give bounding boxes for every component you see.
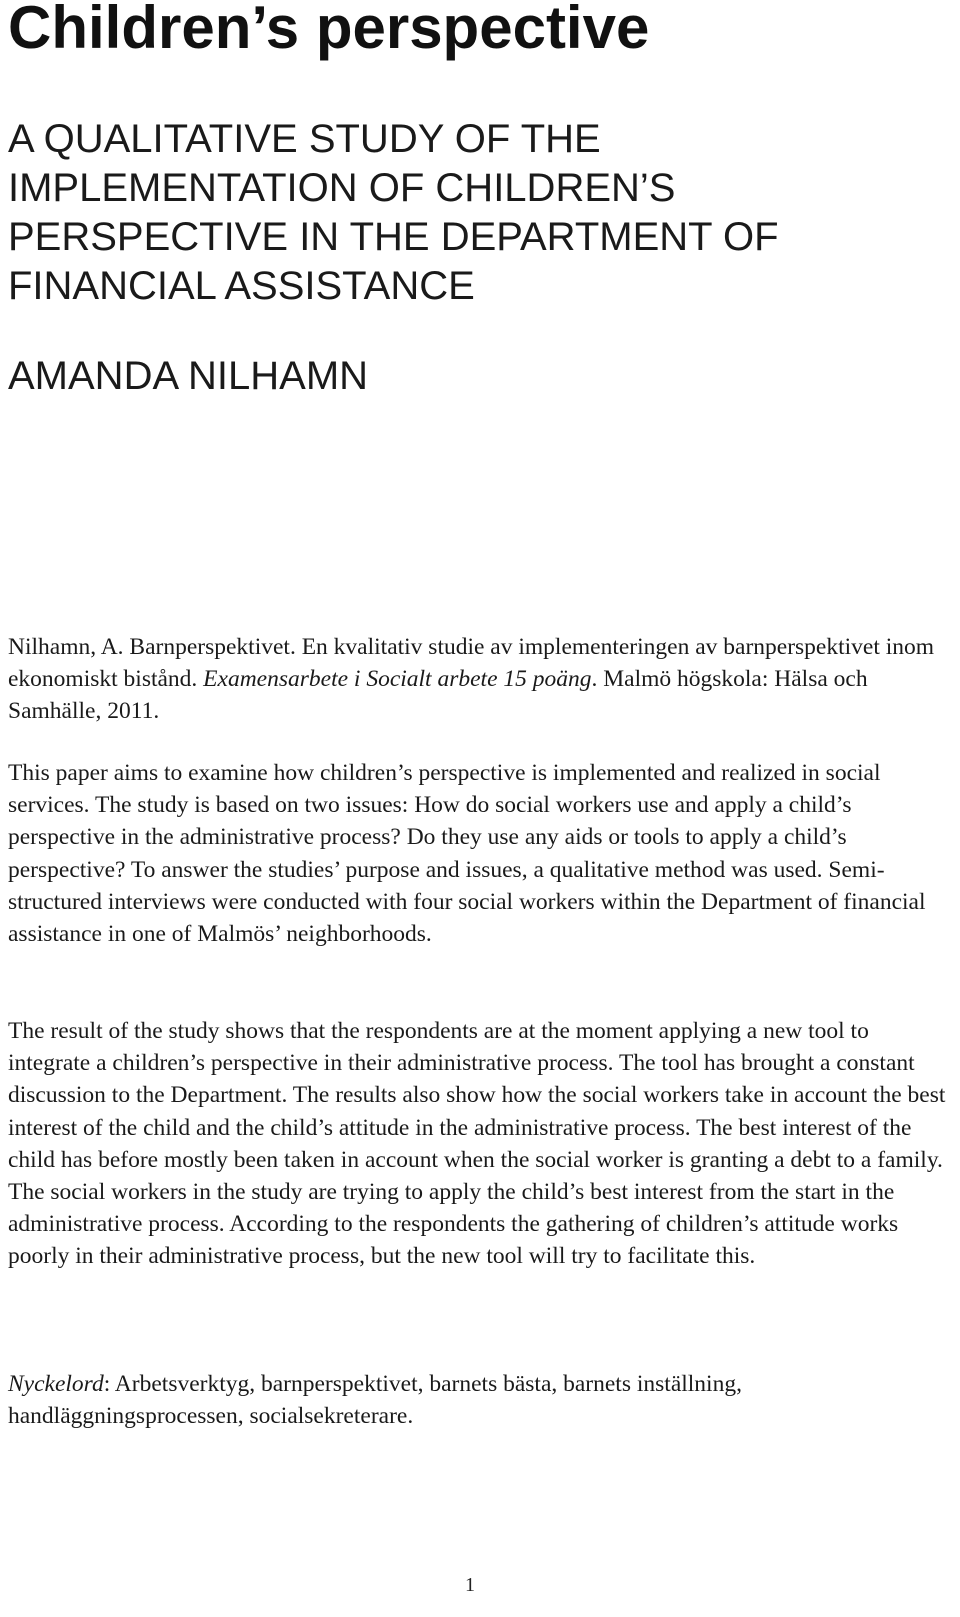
- results-paragraph: The result of the study shows that the respondents are at the moment applying a new tool to integrate a children’s perspective in their administrative process. The tool has brought a constant discussion to the Department. The results also show how the social workers take in account the best interest of the child and the child’s attitude in the administrative process. The best interest of the child has before mostly been taken in account when the social worker is granting a debt to a family. The social workers in the study are trying to apply the child’s best interest from the start in the administrative process. According to the respondents the gathering of children’s attitude works poorly in their administrative process, but the new tool will try to facilitate this.: [8, 1018, 946, 1270]
- document-subtitle: A QUALITATIVE STUDY OF THE IMPLEMENTATION OF CHILDREN’S PERSPECTIVE IN THE DEPARTMENT OF FINANCIAL ASSISTANCE: [8, 117, 779, 308]
- citation-paragraph: [8, 631, 948, 728]
- keywords-label: Nyckelord: [8, 1371, 104, 1397]
- author-name: AMANDA NILHAMN: [8, 354, 369, 398]
- document-title: Children’s perspective: [8, 0, 650, 61]
- abstract-paragraph: This paper aims to examine how children’s perspective is implemented and realized in social services. The study is based on two issues: How do social workers use and apply a child’s perspective in the administrative process? Do they use any aids or tools to apply a child’s perspective? To answer the studies’ purpose and issues, a qualitative method was used. Semi-structured interviews were conducted with four social workers within the Department of financial assistance in one of Malmös’ neighborhoods.: [8, 760, 926, 948]
- keywords-text: : Arbetsverktyg, barnperspektivet, barnets bästa, barnets inställning, handläggningsprocessen, socialsekreterare.: [8, 1371, 742, 1430]
- citation-text: Nilhamn, A. Barnperspektivet. En kvalitativ studie av implementeringen av barnperspektivet inom ekonomiskt bistånd.: [8, 634, 935, 693]
- citation-text-end: . Malmö högskola: Hälsa och Samhälle, 2011.: [8, 666, 868, 725]
- keywords-paragraph: [8, 1368, 948, 1432]
- page-number: 1: [465, 1574, 475, 1596]
- citation-italic-text: Examensarbete i Socialt arbete 15 poäng: [203, 666, 592, 693]
